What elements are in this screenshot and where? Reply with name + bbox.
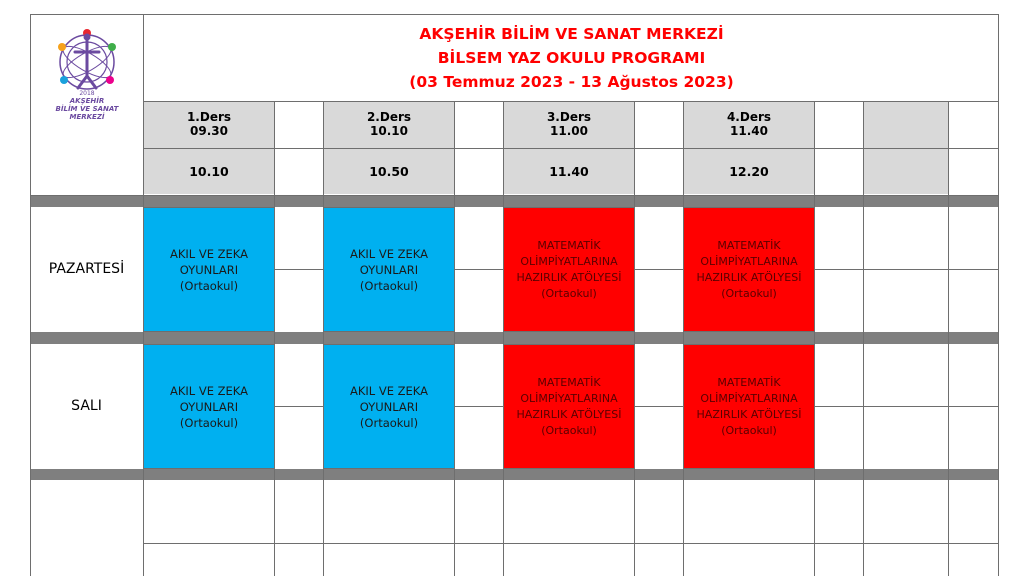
class-level: (Ortaokul) <box>359 415 419 430</box>
grid-line <box>143 148 999 149</box>
class-title: OYUNLARI <box>179 262 239 277</box>
class-title: AKIL VE ZEKA <box>169 246 248 261</box>
class-title: OLİMPİYATLARINA <box>700 391 798 405</box>
lesson-name: 1.Ders <box>186 110 232 124</box>
class-title: HAZIRLIK ATÖLYESİ <box>696 407 802 421</box>
grid-line <box>634 101 635 576</box>
lesson-header-3 <box>504 110 634 138</box>
lesson-start: 11.00 <box>550 124 588 138</box>
class-level: (Ortaokul) <box>541 423 597 437</box>
day-label-monday: PAZARTESİ <box>48 261 125 277</box>
class-title: AKIL VE ZEKA <box>349 246 428 261</box>
lesson-name: 2.Ders <box>366 110 412 124</box>
lesson-end-3: 11.40 <box>549 164 589 179</box>
logo-year: 2018 <box>79 90 95 97</box>
class-level: (Ortaokul) <box>179 415 239 430</box>
class-level: (Ortaokul) <box>359 278 419 293</box>
class-cell-tuesday-1[interactable] <box>143 344 275 469</box>
grid-line <box>143 543 999 544</box>
row-separator-2 <box>30 332 998 344</box>
title-line-1: AKŞEHİR BİLİM VE SANAT MERKEZİ <box>419 25 724 43</box>
class-cell-tuesday-4[interactable] <box>683 344 815 469</box>
lesson-end-2: 10.50 <box>369 164 409 179</box>
class-title: OYUNLARI <box>179 399 239 414</box>
class-title: OLİMPİYATLARINA <box>700 254 798 268</box>
logo-text-3: MERKEZİ <box>69 113 105 121</box>
class-title: OYUNLARI <box>359 399 419 414</box>
class-title: HAZIRLIK ATÖLYESİ <box>696 270 802 284</box>
class-title: OLİMPİYATLARINA <box>520 391 618 405</box>
class-title: HAZIRLIK ATÖLYESİ <box>516 407 622 421</box>
lesson-start: 10.10 <box>370 124 408 138</box>
row-separator-3 <box>30 469 998 480</box>
grid-line <box>30 14 31 576</box>
class-title: AKIL VE ZEKA <box>349 383 428 398</box>
class-cell-monday-2[interactable] <box>323 207 455 332</box>
class-cell-monday-3[interactable] <box>503 207 635 332</box>
lesson-start: 11.40 <box>730 124 768 138</box>
class-cell-tuesday-2[interactable] <box>323 344 455 469</box>
grid-line <box>143 101 999 102</box>
document-title <box>145 22 998 94</box>
class-title: OLİMPİYATLARINA <box>520 254 618 268</box>
class-level: (Ortaokul) <box>541 286 597 300</box>
class-cell-monday-1[interactable] <box>143 207 275 332</box>
grid-line <box>30 195 999 196</box>
lesson-start: 09.30 <box>190 124 228 138</box>
class-level: (Ortaokul) <box>179 278 239 293</box>
class-title: OYUNLARI <box>359 262 419 277</box>
grid-line <box>30 14 999 15</box>
lesson-name: 4.Ders <box>726 110 772 124</box>
lesson-header-4 <box>684 110 814 138</box>
grid-line <box>863 101 864 576</box>
class-title: HAZIRLIK ATÖLYESİ <box>516 270 622 284</box>
lesson-header-2 <box>324 110 454 138</box>
class-cell-tuesday-3[interactable] <box>503 344 635 469</box>
lesson-header-1 <box>144 110 274 138</box>
class-title: MATEMATİK <box>537 375 601 389</box>
class-title: MATEMATİK <box>717 238 781 252</box>
grid-line <box>814 101 815 576</box>
title-line-3: (03 Temmuz 2023 - 13 Ağustos 2023) <box>409 73 734 91</box>
title-line-2: BİLSEM YAZ OKULU PROGRAMI <box>437 49 706 67</box>
class-title: MATEMATİK <box>717 375 781 389</box>
lesson-name: 3.Ders <box>546 110 592 124</box>
lesson-end-4: 12.20 <box>729 164 769 179</box>
class-cell-monday-4[interactable] <box>683 207 815 332</box>
row-separator-1 <box>30 196 998 207</box>
grid-line <box>948 101 949 576</box>
lesson-end-1: 10.10 <box>189 164 229 179</box>
class-title: MATEMATİK <box>537 238 601 252</box>
grid-line <box>274 101 275 576</box>
grid-line <box>454 101 455 576</box>
grid-line <box>998 14 999 576</box>
class-title: AKIL VE ZEKA <box>169 383 248 398</box>
day-label-tuesday: SALI <box>71 398 102 414</box>
class-level: (Ortaokul) <box>721 286 777 300</box>
logo-text-1: AKŞEHİR <box>69 97 105 105</box>
bilsem-logo <box>34 20 140 122</box>
logo-text-2: BİLİM VE SANAT <box>55 105 119 113</box>
class-level: (Ortaokul) <box>721 423 777 437</box>
